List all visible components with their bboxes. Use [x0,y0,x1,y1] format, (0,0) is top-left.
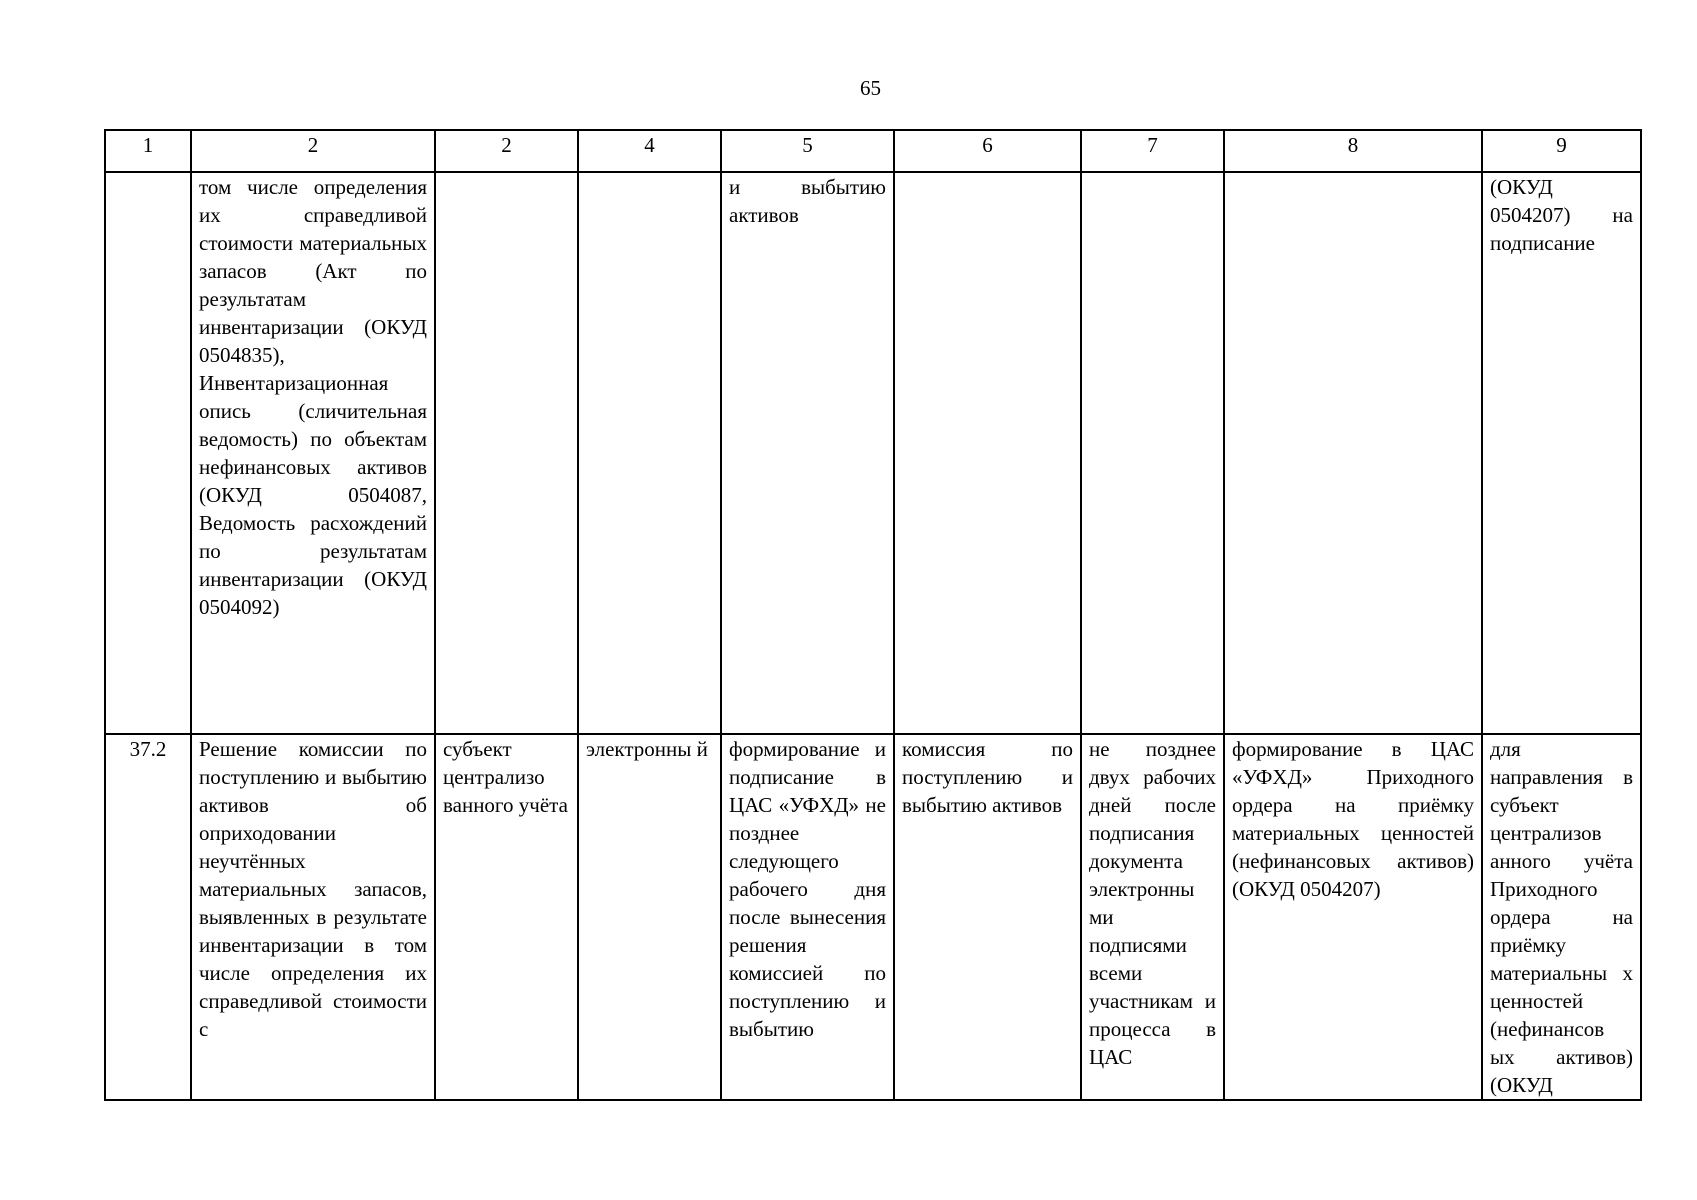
table-cell: и выбытию активов [721,172,894,734]
table-cell: для направления в субъект централизов анного учёта Приходного ордера на приёмку материальны х ценностей (нефинансов ых активов) (ОКУД [1482,734,1641,1100]
table-header-row [105,130,1641,172]
table-cell: электронны й [578,734,721,1100]
header-cell: 4 [578,130,721,172]
table-cell: формирование и подписание в ЦАС «УФХД» не позднее следующего рабочего дня после вынесения решения комиссией по поступлению и выбытию [721,734,894,1100]
table-cell: субъект централизо ванного учёта [435,734,578,1100]
table-cell: не позднее двух рабочих дней после подписания документа электронны ми подписями всеми участникам и процесса в ЦАС [1081,734,1224,1100]
table-row [105,734,1641,1100]
document-table [104,129,1642,1101]
header-cell: 1 [105,130,191,172]
table-cell: (ОКУД 0504207) на подписание [1482,172,1641,734]
header-cell: 5 [721,130,894,172]
table-row [105,172,1641,734]
table-cell [1224,172,1482,734]
table-cell: том числе определения их справедливой стоимости материальных запасов (Акт по результатам инвентаризации (ОКУД 0504835), Инвентаризационная опись (сличительная ведомость) по объектам нефинансовых активов (ОКУД 0504087, Ведомость расхождений по результатам инвентаризации (ОКУД 0504092) [191,172,435,734]
table-cell [1081,172,1224,734]
table-cell [435,172,578,734]
table-cell [894,172,1081,734]
table-cell: формирование в ЦАС «УФХД» Приходного ордера на приёмку материальных ценностей (нефинансовых активов) (ОКУД 0504207) [1224,734,1482,1100]
table-cell: Решение комиссии по поступлению и выбытию активов об оприходовании неучтённых материальных запасов, выявленных в результате инвентаризации в том числе определения их справедливой стоимости с [191,734,435,1100]
table-cell [578,172,721,734]
page-number: 65 [860,76,881,100]
header-cell: 2 [191,130,435,172]
table-cell: 37.2 [105,734,191,1100]
header-cell: 6 [894,130,1081,172]
header-cell: 2 [435,130,578,172]
header-cell: 8 [1224,130,1482,172]
table-cell [105,172,191,734]
header-cell: 7 [1081,130,1224,172]
header-cell: 9 [1482,130,1641,172]
table-cell: комиссия по поступлению и выбытию активов [894,734,1081,1100]
